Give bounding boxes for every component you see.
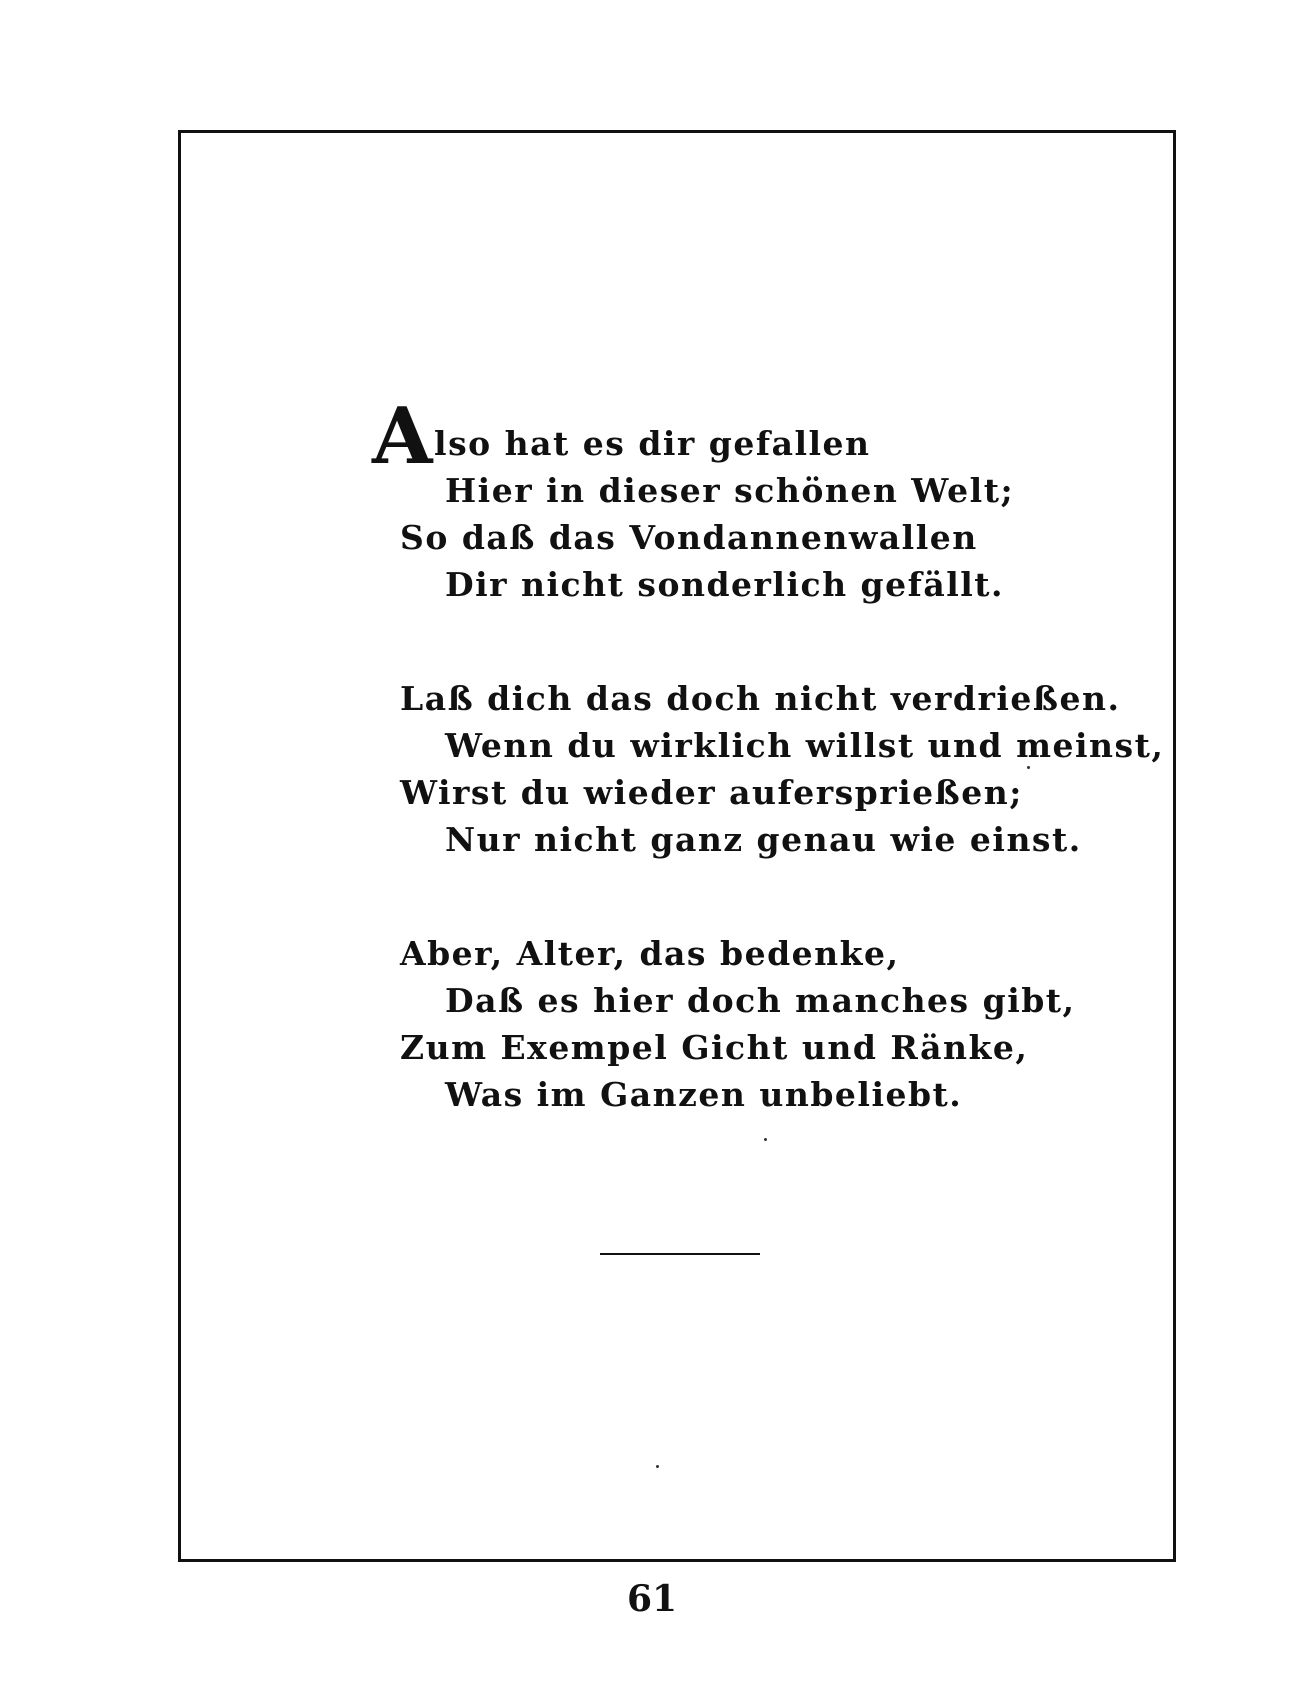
stanza-2 [400, 675, 1165, 863]
poem-line: Wenn du wirklich willst und meinst, [445, 726, 1165, 765]
poem-line: Laß dich das doch nicht verdrießen. [400, 679, 1121, 718]
drop-cap: A [372, 391, 435, 482]
poem-line [372, 391, 1100, 482]
print-speck [764, 1138, 767, 1141]
poem-line: Daß es hier doch manches gibt, [445, 981, 1076, 1020]
poem-line: Zum Exempel Gicht und Ränke, [400, 1028, 1029, 1067]
stanza-1 [372, 391, 1100, 608]
poem-line: So daß das Vondannenwallen [400, 518, 978, 557]
print-speck [1027, 766, 1030, 769]
poem-line: Nur nicht ganz genau wie einst. [445, 820, 1082, 859]
poem-line: Was im Ganzen unbeliebt. [445, 1075, 963, 1114]
print-speck [656, 1465, 659, 1468]
poem [372, 391, 1165, 1185]
section-divider [600, 1253, 760, 1255]
page-number: 61 [626, 1578, 678, 1620]
stanza-3 [400, 930, 1100, 1118]
poem-line: Aber, Alter, das bedenke, [400, 934, 900, 973]
poem-line-text: lso hat es dir gefallen [434, 424, 871, 463]
poem-line: Wirst du wieder aufersprießen; [400, 773, 1023, 812]
poem-line: Hier in dieser schönen Welt; [445, 471, 1015, 510]
poem-line: Dir nicht sonderlich gefällt. [445, 565, 1005, 604]
